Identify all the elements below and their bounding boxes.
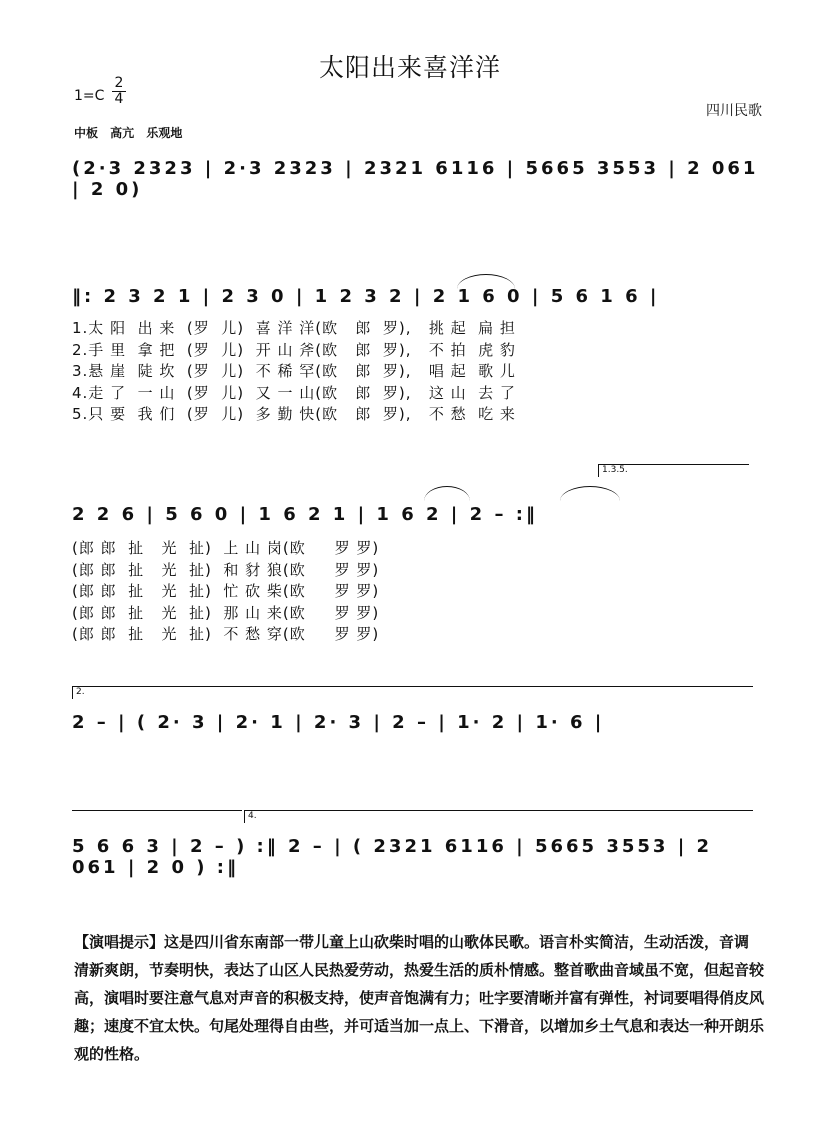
notation-line — [72, 280, 764, 320]
song-origin: 四川民歌 — [706, 103, 762, 119]
notes-text: 2 2 6 | 5 6 0 | 1 6 2 1 | 1 6 2 | 2 – :‖ — [72, 504, 538, 525]
lyric-verse-4: 4.走 了 一 山 (罗 儿) 又 一 山(欧 郎 罗), 这 山 去 了 — [72, 383, 516, 402]
time-signature-denominator: 4 — [112, 91, 126, 107]
singing-tips-text: 这是四川省东南部一带儿童上山砍柴时唱的山歌体民歌。语言朴实简洁，生动活泼，音调清新爽朗，节奏明快，表达了山区人民热爱劳动，热爱生活的质朴情感。整首歌曲音域虽不宽，但起音较高，演唱时要注意气息对声音的积极支持，使声音饱满有力；吐字要清晰并富有弹性，衬词要唱得俏皮风趣；速度不宜太快。句尾处理得自由些，并可适当加一点上、下滑音，以增加乡土气息和表达一种开朗乐观的性格。 — [74, 933, 765, 1063]
notation-line — [72, 830, 764, 878]
lyric-verse-5: (郎 郎 扯 光 扯) 不 愁 穿(欧 罗 罗) — [72, 625, 380, 643]
notes-text: 2 – | ( 2· 3 | 2· 1 | 2· 3 | 2 – | 1· 2 | 1· 6 | — [72, 712, 605, 733]
score-row-1 — [72, 152, 764, 200]
notes-text: ‖: 2 3 2 1 | 2 3 0 | 1 2 3 2 | 2 1 6 0 | 5 6 1 6 | — [72, 286, 660, 307]
volta-bracket — [72, 686, 753, 699]
volta-bracket — [244, 810, 753, 823]
singing-tips-label: 【演唱提示】 — [74, 933, 165, 951]
lyric-verse-2: 2.手 里 拿 把 (罗 儿) 开 山 斧(欧 郎 罗), 不 拍 虎 豹 — [72, 340, 516, 359]
lyric-verse-4: (郎 郎 扯 光 扯) 那 山 来(欧 罗 罗) — [72, 603, 380, 622]
volta-label: 2. — [76, 687, 85, 697]
score-row-5 — [72, 811, 764, 878]
score-row-2 — [72, 280, 764, 440]
volta-label: 1.3.5. — [602, 465, 628, 475]
song-title: 太阳出来喜洋洋 — [318, 53, 501, 82]
tempo-marking: 中板 高亢 乐观地 — [74, 126, 183, 140]
time-signature-numerator: 2 — [114, 75, 124, 91]
time-signature — [112, 76, 126, 107]
lyric-verse-3: 3.悬 崖 陡 坎 (罗 儿) 不 稀 罕(欧 郎 罗), 唱 起 歌 儿 — [72, 362, 516, 380]
notation-line — [72, 152, 764, 200]
lyric-verse-3: (郎 郎 扯 光 扯) 忙 砍 柴(欧 罗 罗) — [72, 582, 380, 600]
lyrics-block — [72, 538, 764, 646]
key-signature: 1=C — [74, 88, 105, 104]
lyric-verse-1: (郎 郎 扯 光 扯) 上 山 岗(欧 罗 罗) — [72, 539, 380, 557]
lyric-verse-2: (郎 郎 扯 光 扯) 和 豺 狼(欧 罗 罗) — [72, 560, 380, 579]
lyric-verse-1: 1.太 阳 出 来 (罗 儿) 喜 洋 洋(欧 郎 罗), 挑 起 扁 担 — [72, 319, 516, 337]
notation-line — [72, 498, 764, 538]
volta-bracket — [598, 464, 749, 477]
notes-text: (2·3 2323 | 2·3 2323 | 2321 6116 | 5665 3553 | 2 061 | 2 0) — [72, 158, 759, 200]
singing-tips — [74, 928, 764, 1068]
lyric-verse-5: 5.只 要 我 们 (罗 儿) 多 勤 快(欧 郎 罗), 不 愁 吃 来 — [72, 405, 516, 423]
lyrics-block — [72, 318, 764, 426]
volta-label: 4. — [248, 811, 257, 821]
notes-text: 5 6 6 3 | 2 – ) :‖ 2 – | ( 2321 6116 | 5665 3553 | 2 061 | 2 0 ) :‖ — [72, 836, 713, 878]
score-row-4 — [72, 687, 764, 746]
notation-line — [72, 706, 764, 746]
volta-bracket-continuation — [72, 810, 242, 823]
score-row-3 — [72, 465, 764, 658]
